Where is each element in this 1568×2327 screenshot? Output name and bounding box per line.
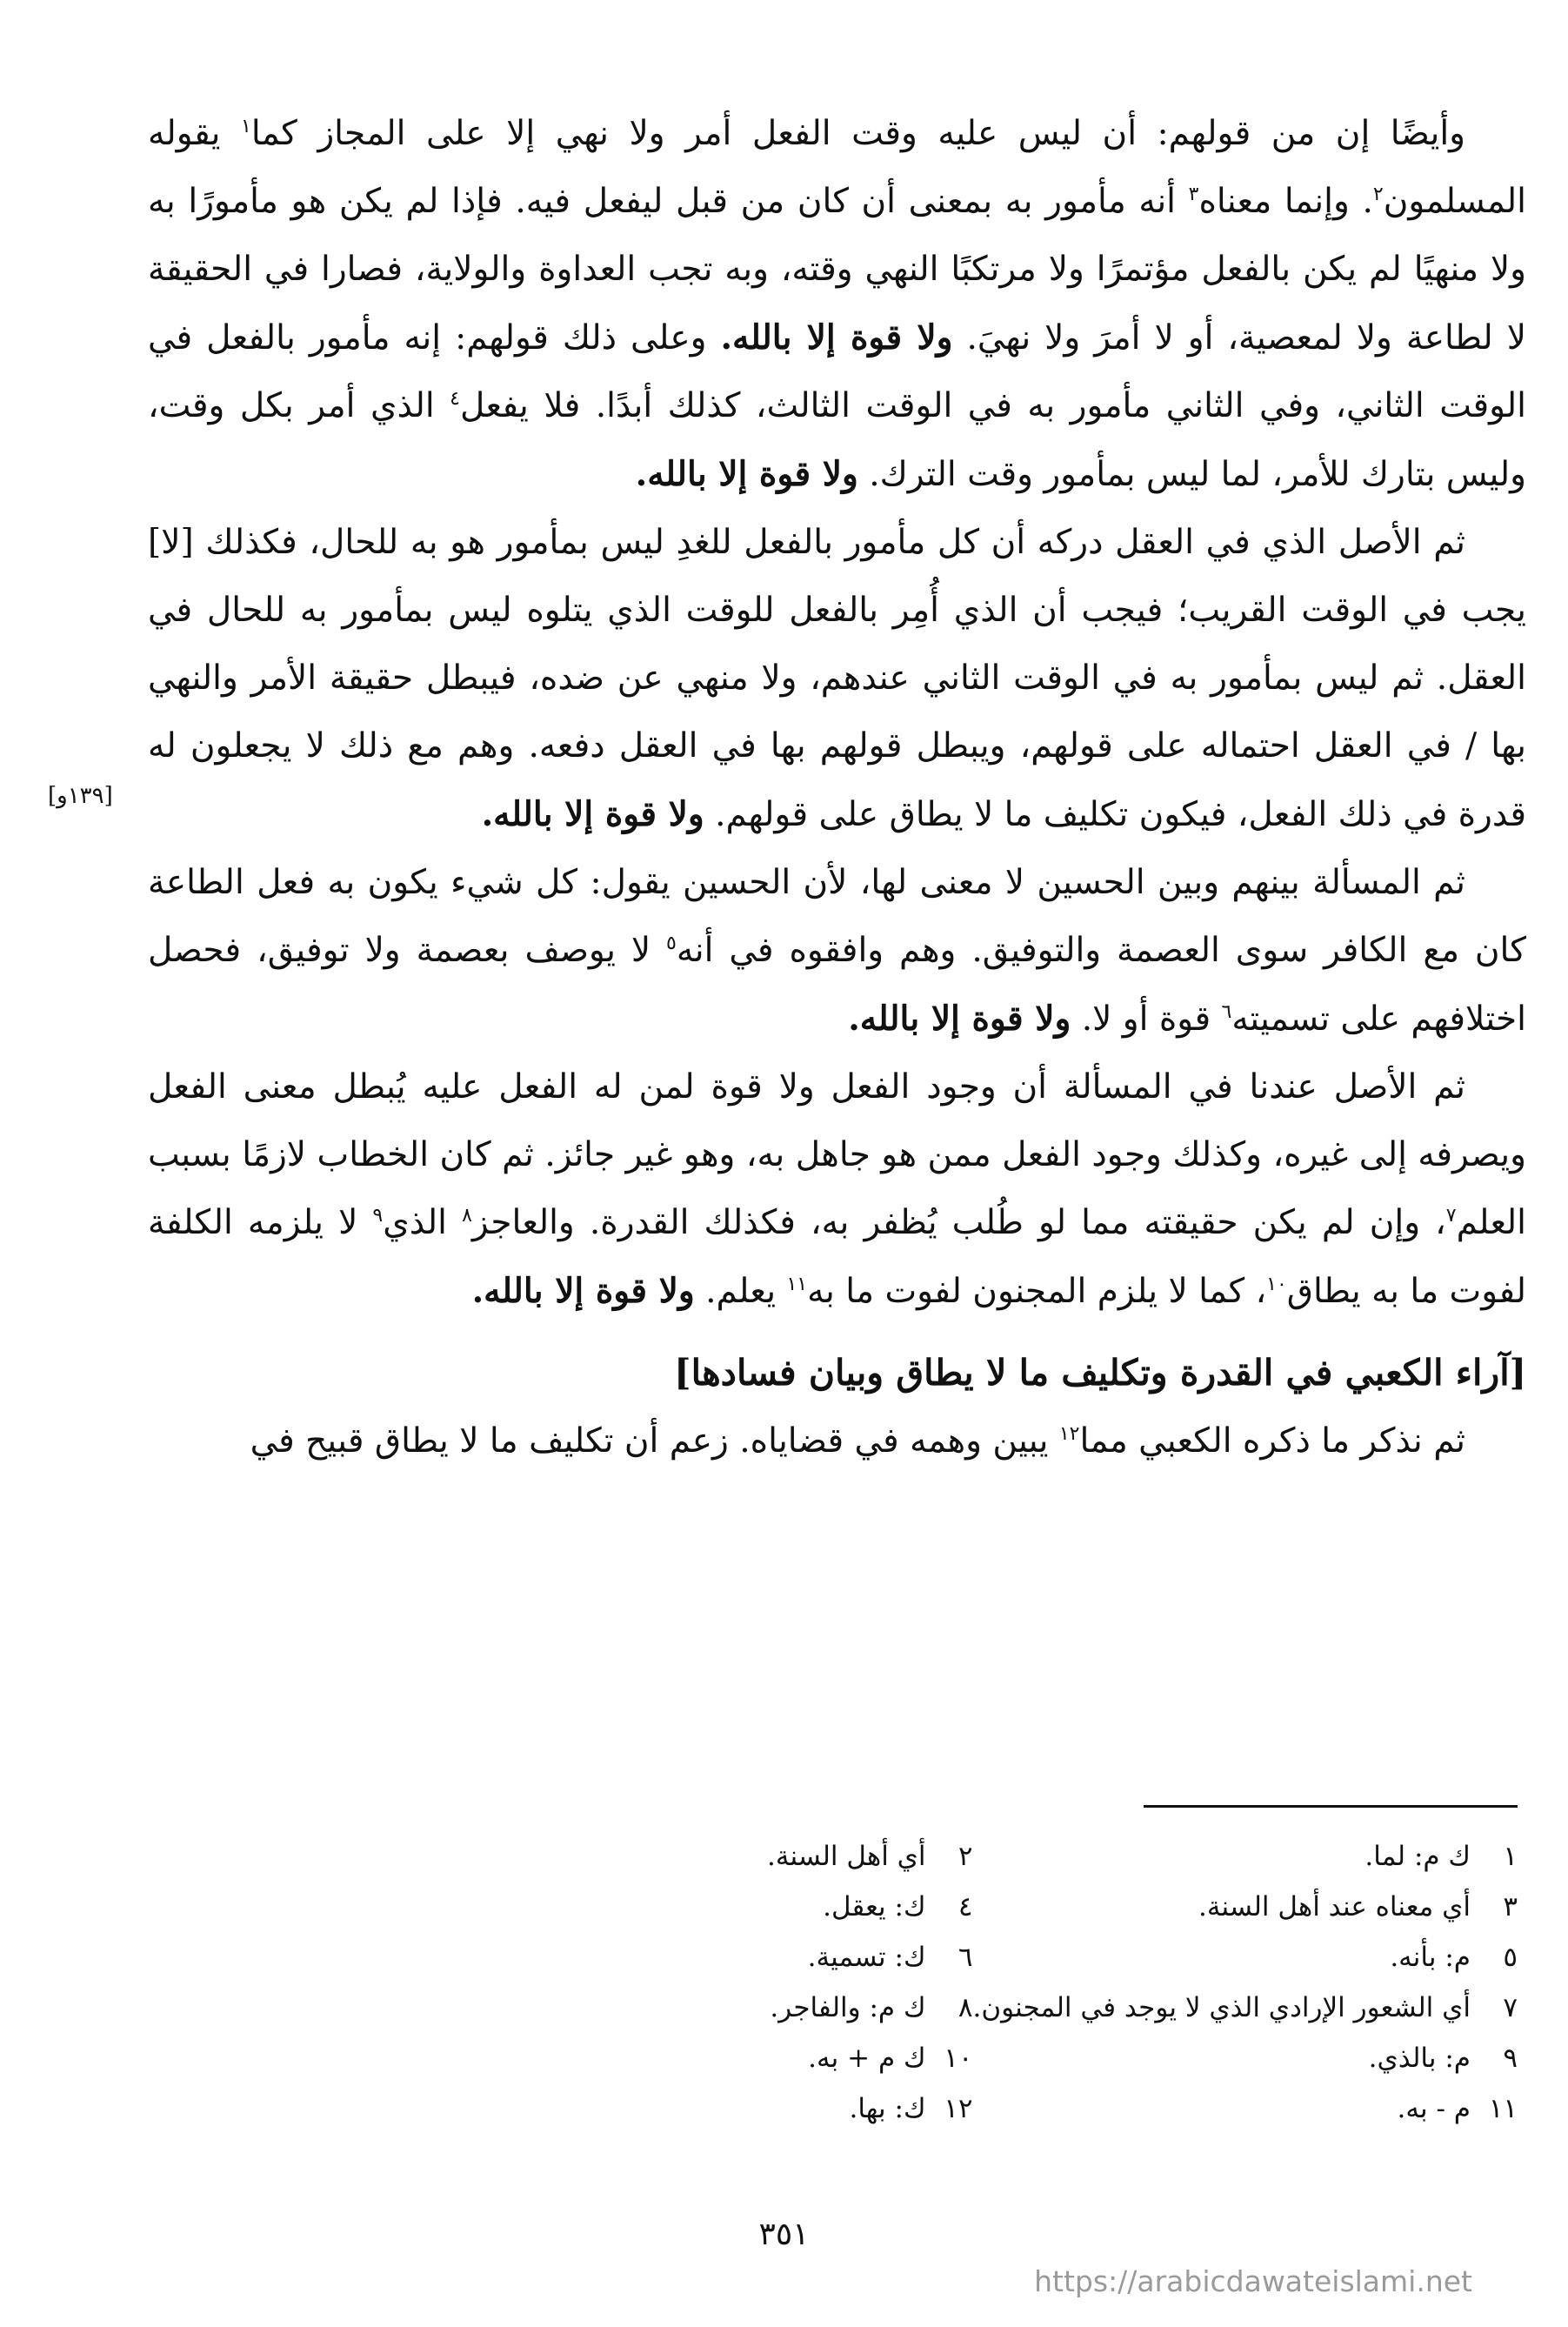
text-run: الذي أمر بكل وقت، وليس بتارك للأمر، لما ليس بمأمور وقت الترك. xyxy=(148,386,1526,494)
text-run: يقوله المسلمون xyxy=(148,114,1526,221)
paragraph-4 xyxy=(148,1053,1526,1326)
text-run: قوة أو لا. xyxy=(1071,1000,1222,1039)
footnote-text: ك م + به. xyxy=(808,2043,926,2074)
text-run: ثم الأصل عندنا في المسألة أن وجود الفعل ولا قوة لمن له الفعل عليه يُبطل معنى الفعل ويصرفه إلى غيره، وكذلك وجود الفعل ممن هو جاهل به، وهو غير جائز. ثم كان الخطاب لازمًا بسبب العلم xyxy=(148,1067,1526,1242)
doxology: ولا قوة إلا بالله. xyxy=(720,318,953,358)
text-run: يعلم. xyxy=(694,1272,787,1311)
footnote-text: م - به. xyxy=(1397,2093,1471,2124)
footnote-text: ك: بها. xyxy=(849,2093,926,2124)
footnote-item xyxy=(487,1983,973,2033)
footnote-text: ك م: والفاجر. xyxy=(770,1992,926,2023)
manuscript-folio-marker: [١٣٩و] xyxy=(48,783,113,809)
main-text xyxy=(148,100,1526,1475)
doxology: ولا قوة إلا بالله. xyxy=(848,999,1071,1039)
text-run: ، كما لا يلزم المجنون لفوت ما به xyxy=(807,1272,1267,1311)
footnote-number: ٨ xyxy=(957,1992,973,2023)
footnote-item xyxy=(973,1983,1518,2033)
footnote-ref: ٦ xyxy=(1221,1001,1232,1023)
paragraph-3 xyxy=(148,849,1526,1053)
footnote-number: ١١ xyxy=(1488,2093,1518,2124)
footnote-text: ك: يعقل. xyxy=(823,1891,926,1922)
footnote-item xyxy=(487,1831,973,1882)
text-run: ثم نذكر ما ذكره الكعبي مما xyxy=(1079,1421,1465,1461)
footnote-text: ك م: لما. xyxy=(1364,1841,1471,1872)
footnote-number: ٢ xyxy=(957,1841,973,1872)
footnote-item xyxy=(487,1932,973,1983)
text-run: وأيضًا إن من قولهم: أن ليس عليه وقت الفعل أمر ولا نهي إلا على المجاز كما xyxy=(250,114,1465,153)
section-title: [آراء الكعبي في القدرة وتكليف ما لا يطاق وبيان فسادها] xyxy=(674,1352,1526,1394)
doxology: ولا قوة إلا بالله. xyxy=(635,454,858,494)
text-run: الذي xyxy=(383,1203,463,1242)
footnote-item xyxy=(487,1882,973,1932)
text-run: ثم الأصل الذي في العقل دركه أن كل مأمور بالفعل للغدِ ليس بمأمور هو به للحال، فكذلك [لا] يجب في الوقت القريب؛ فيجب أن الذي أُمِر بالفعل للوقت الذي يتلوه ليس بمأمور به للحال في العقل. ثم ليس بمأمور به في الوقت الثاني عندهم، ولا منهي عن ضده، فيبطل حقيقة الأمر والنهي بها / في العقل احتماله على قولهم، ويبطل قولهم بها في العقل دفعه. وهم مع ذلك لا يجعلون له قدرة في ذلك الفعل، فيكون تكليف ما لا يطاق على قولهم. xyxy=(148,523,1526,834)
footnote-number: ١٠ xyxy=(944,2043,973,2074)
text-run: يبين وهمه في قضاياه. زعم أن تكليف ما لا يطاق قبيح في xyxy=(250,1421,1059,1461)
text-run: . وإنما معناه xyxy=(1198,182,1373,221)
footnote-ref: ١١ xyxy=(786,1274,808,1295)
footnote-ref: ٥ xyxy=(666,933,677,954)
footnote-item xyxy=(973,2083,1518,2134)
footnote-ref: ١ xyxy=(241,116,251,137)
footnote-ref: ٩ xyxy=(372,1205,384,1227)
footnote-text: ك: تسمية. xyxy=(807,1942,926,1973)
footnote-item xyxy=(487,2033,973,2083)
paragraph-5 xyxy=(148,1408,1526,1475)
doxology: ولا قوة إلا بالله. xyxy=(481,794,704,834)
footnote-number: ١ xyxy=(1503,1841,1518,1872)
footnote-item xyxy=(973,2033,1518,2083)
footnote-item xyxy=(973,1932,1518,1983)
footnote-number: ٥ xyxy=(1503,1942,1518,1973)
footnote-number: ٦ xyxy=(957,1942,973,1973)
text-run: ، وإن لم يكن حقيقته مما لو طُلب يُظفر به، فكذلك القدرة. والعاجز xyxy=(471,1203,1446,1242)
footnote-item xyxy=(973,1831,1518,1882)
footnote-item xyxy=(487,2083,973,2134)
text-run: ثم المسألة بينهم وبين الحسين لا معنى لها، لأن الحسين يقول: كل شيء يكون به فعل الطاعة كان مع الكافر سوى العصمة والتوفيق. وهم وافقوه في أنه xyxy=(148,863,1526,970)
footnote-number: ٤ xyxy=(957,1891,973,1922)
watermark-url: https://arabicdawateislami.net xyxy=(1034,2264,1472,2298)
footnotes xyxy=(487,1831,1518,2134)
footnote-ref: ٨ xyxy=(462,1205,472,1227)
text-run: لا يلزمه الكلفة لفوت ما به يطاق xyxy=(148,1203,1526,1311)
footnote-number: ٣ xyxy=(1503,1891,1518,1922)
text-run: لا يوصف بعصمة ولا توفيق، فحصل اختلافهم على تسميته xyxy=(148,931,1526,1039)
footnote-text: أي الشعور الإرادي الذي لا يوجد في المجنون. xyxy=(972,1992,1471,2023)
footnote-ref: ٤ xyxy=(450,388,460,410)
footnote-ref: ٢ xyxy=(1372,184,1384,205)
footnote-text: م: بالذي. xyxy=(1368,2043,1471,2074)
footnote-ref: ١٠ xyxy=(1266,1274,1287,1295)
footnote-item xyxy=(973,1882,1518,1932)
footnote-number: ٩ xyxy=(1503,2043,1518,2074)
footnote-text: م: بأنه. xyxy=(1390,1942,1471,1973)
paragraph-1 xyxy=(148,100,1526,509)
footnote-number: ١٢ xyxy=(944,2093,973,2124)
footnote-separator xyxy=(1144,1805,1518,1808)
footnote-text: أي معناه عند أهل السنة. xyxy=(1198,1891,1471,1922)
text-run: وعلى ذلك قولهم: إنه مأمور بالفعل في الوقت الثاني، وفي الثاني مأمور به في الوقت الثالث، كذلك أبدًا. فلا يفعل xyxy=(148,318,1526,425)
footnote-number: ٧ xyxy=(1503,1992,1518,2023)
footnote-ref: ١٢ xyxy=(1058,1423,1080,1445)
doxology: ولا قوة إلا بالله. xyxy=(471,1271,695,1311)
text-run: أنه مأمور به بمعنى أن كان من قبل ليفعل فيه. فإذا لم يكن هو مأمورًا به ولا منهيًا لم يكن بالفعل مؤتمرًا ولا مرتكبًا النهي وقته، وبه تجب العداوة والولاية، فصارا في الحقيقة لا لطاعة ولا لمعصية، أو لا أمرَ ولا نهيَ. xyxy=(148,182,1526,358)
paragraph-2 xyxy=(148,509,1526,849)
footnote-ref: ٧ xyxy=(1445,1205,1457,1227)
page-number: ٣٥١ xyxy=(758,2217,810,2252)
footnote-text: أي أهل السنة. xyxy=(766,1841,926,1872)
footnote-ref: ٣ xyxy=(1188,184,1199,205)
